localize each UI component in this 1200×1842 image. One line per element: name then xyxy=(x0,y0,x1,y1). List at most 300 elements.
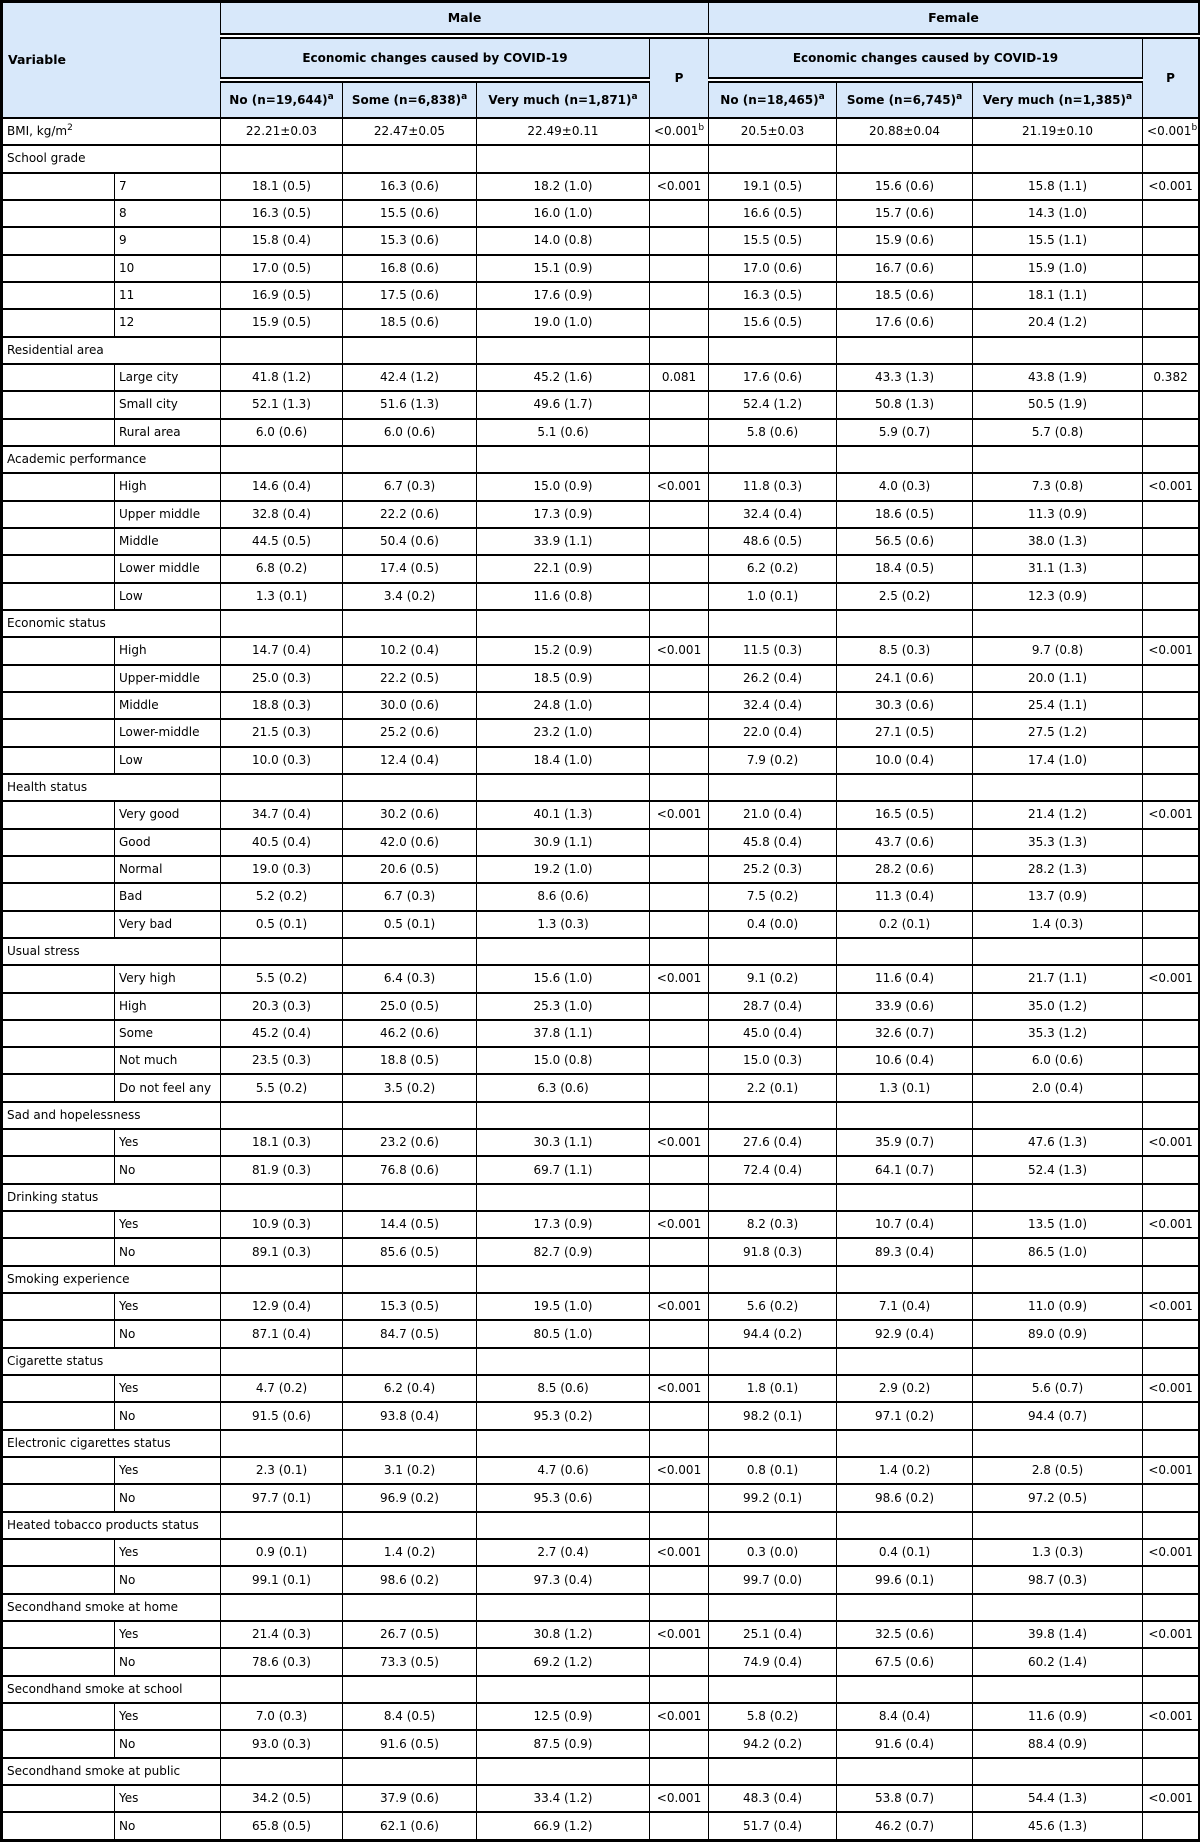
female-some-value xyxy=(837,1266,973,1293)
female-verymuch-value: 15.8 (1.1) xyxy=(973,173,1143,200)
female-p-value: <0.001 xyxy=(1143,1621,1200,1648)
female-some-value xyxy=(837,1594,973,1621)
male-some-value: 51.6 (1.3) xyxy=(343,391,477,418)
indent-cell xyxy=(2,501,115,528)
indent-cell xyxy=(2,364,115,391)
female-p-value xyxy=(1143,883,1200,910)
male-some-value xyxy=(343,1594,477,1621)
female-some-value: 2.5 (0.2) xyxy=(837,583,973,610)
female-p-value xyxy=(1143,528,1200,555)
female-verymuch-value: 43.8 (1.9) xyxy=(973,364,1143,391)
male-verymuch-value: 6.3 (0.6) xyxy=(477,1074,650,1101)
table-row xyxy=(2,1211,1200,1238)
male-no-value xyxy=(221,938,343,965)
female-some-value xyxy=(837,1102,973,1129)
table-row xyxy=(2,965,1200,992)
male-p-value xyxy=(650,309,709,336)
male-no-value xyxy=(221,337,343,364)
row-label: Good xyxy=(115,829,221,856)
female-no-value: 11.8 (0.3) xyxy=(709,473,837,500)
row-label: Very high xyxy=(115,965,221,992)
row-label: Low xyxy=(115,747,221,774)
female-no-value: 1.8 (0.1) xyxy=(709,1375,837,1402)
male-p-value xyxy=(650,1594,709,1621)
section-row xyxy=(2,938,1200,965)
indent-cell xyxy=(2,719,115,746)
male-p-value xyxy=(650,692,709,719)
section-label: Residential area xyxy=(2,337,221,364)
male-p-value xyxy=(650,1184,709,1211)
male-some-value xyxy=(343,1266,477,1293)
female-verymuch-value: 12.3 (0.9) xyxy=(973,583,1143,610)
male-no-value: 78.6 (0.3) xyxy=(221,1648,343,1675)
row-label: Small city xyxy=(115,391,221,418)
section-label: Drinking status xyxy=(2,1184,221,1211)
female-p-value xyxy=(1143,1512,1200,1539)
indent-cell xyxy=(2,255,115,282)
male-some-value: 42.4 (1.2) xyxy=(343,364,477,391)
male-no-value: 21.4 (0.3) xyxy=(221,1621,343,1648)
female-no-value: 26.2 (0.4) xyxy=(709,665,837,692)
female-no-value: 72.4 (0.4) xyxy=(709,1156,837,1183)
female-no-value: 45.0 (0.4) xyxy=(709,1020,837,1047)
male-no-value xyxy=(221,1348,343,1375)
row-label: Very good xyxy=(115,801,221,828)
female-no-value: 98.2 (0.1) xyxy=(709,1402,837,1429)
male-verymuch-value: 17.6 (0.9) xyxy=(477,282,650,309)
female-some-value: 17.6 (0.6) xyxy=(837,309,973,336)
female-p-value xyxy=(1143,1102,1200,1129)
female-some-value: 15.9 (0.6) xyxy=(837,227,973,254)
female-some-value: 1.3 (0.1) xyxy=(837,1074,973,1101)
female-p-value xyxy=(1143,309,1200,336)
female-verymuch-value xyxy=(973,1676,1143,1703)
female-verymuch-value: 6.0 (0.6) xyxy=(973,1047,1143,1074)
section-row xyxy=(2,1594,1200,1621)
female-no-value: 94.4 (0.2) xyxy=(709,1320,837,1347)
row-label: No xyxy=(115,1484,221,1511)
female-no-value: 7.9 (0.2) xyxy=(709,747,837,774)
male-no-value: 10.9 (0.3) xyxy=(221,1211,343,1238)
footnote-marker: b xyxy=(698,123,705,134)
table-row xyxy=(2,1812,1200,1840)
female-verymuch-value xyxy=(973,1594,1143,1621)
female-p-value xyxy=(1143,1676,1200,1703)
table-row xyxy=(2,255,1200,282)
female-some-value: 27.1 (0.5) xyxy=(837,719,973,746)
female-no-value: 17.0 (0.6) xyxy=(709,255,837,282)
male-p-value: <0.001 xyxy=(650,173,709,200)
male-p-value xyxy=(650,145,709,172)
table-row xyxy=(2,1648,1200,1675)
male-verymuch-value xyxy=(477,446,650,473)
female-verymuch-value: 14.3 (1.0) xyxy=(973,200,1143,227)
male-no-value: 99.1 (0.1) xyxy=(221,1566,343,1593)
section-label: Smoking experience xyxy=(2,1266,221,1293)
male-no-value: 65.8 (0.5) xyxy=(221,1812,343,1840)
indent-cell xyxy=(2,1129,115,1156)
section-row xyxy=(2,1430,1200,1457)
female-verymuch-value xyxy=(973,145,1143,172)
female-verymuch-value xyxy=(973,1348,1143,1375)
indent-cell xyxy=(2,692,115,719)
male-verymuch-value xyxy=(477,337,650,364)
table-row xyxy=(2,1129,1200,1156)
male-no-value: 10.0 (0.3) xyxy=(221,747,343,774)
table-row xyxy=(2,391,1200,418)
female-verymuch-value: 9.7 (0.8) xyxy=(973,637,1143,664)
male-some-value: 37.9 (0.6) xyxy=(343,1785,477,1812)
male-verymuch-value: 15.0 (0.9) xyxy=(477,473,650,500)
female-p-value xyxy=(1143,719,1200,746)
male-verymuch-value: 8.5 (0.6) xyxy=(477,1375,650,1402)
female-p-value xyxy=(1143,1020,1200,1047)
table-row xyxy=(2,473,1200,500)
male-verymuch-value: 11.6 (0.8) xyxy=(477,583,650,610)
female-p-value xyxy=(1143,391,1200,418)
section-label: Economic status xyxy=(2,610,221,637)
female-verymuch-value: 47.6 (1.3) xyxy=(973,1129,1143,1156)
male-verymuch-value: 66.9 (1.2) xyxy=(477,1812,650,1840)
section-row xyxy=(2,337,1200,364)
female-p-value xyxy=(1143,856,1200,883)
female-some-column-header: Some (n=6,745)$^a$ xyxy=(837,80,973,118)
table-row xyxy=(2,1730,1200,1757)
female-verymuch-value: 13.7 (0.9) xyxy=(973,883,1143,910)
male-verymuch-value: 23.2 (1.0) xyxy=(477,719,650,746)
male-some-value: 3.4 (0.2) xyxy=(343,583,477,610)
male-some-value: 15.3 (0.6) xyxy=(343,227,477,254)
female-verymuch-value xyxy=(973,1430,1143,1457)
row-label: No xyxy=(115,1566,221,1593)
male-some-value: 15.5 (0.6) xyxy=(343,200,477,227)
female-verymuch-value xyxy=(973,610,1143,637)
female-verymuch-value: 1.4 (0.3) xyxy=(973,911,1143,938)
male-verymuch-value xyxy=(477,1102,650,1129)
male-no-value: 89.1 (0.3) xyxy=(221,1238,343,1265)
female-some-value: 16.5 (0.5) xyxy=(837,801,973,828)
male-p-value xyxy=(650,665,709,692)
footnote-marker: a xyxy=(1126,91,1133,102)
male-p-value: <0.001 xyxy=(650,1703,709,1730)
male-no-value: 18.8 (0.3) xyxy=(221,692,343,719)
female-some-value xyxy=(837,774,973,801)
female-verymuch-value xyxy=(973,337,1143,364)
male-verymuch-value: 16.0 (1.0) xyxy=(477,200,650,227)
female-verymuch-value: 5.6 (0.7) xyxy=(973,1375,1143,1402)
indent-cell xyxy=(2,1402,115,1429)
female-p-value: <0.001 xyxy=(1143,1375,1200,1402)
male-p-value xyxy=(650,1430,709,1457)
male-no-value: 41.8 (1.2) xyxy=(221,364,343,391)
footnote-marker: a xyxy=(818,91,825,102)
indent-cell xyxy=(2,1457,115,1484)
male-verymuch-value: 22.49±0.11 xyxy=(477,118,650,145)
female-p-value xyxy=(1143,446,1200,473)
row-label: Rural area xyxy=(115,419,221,446)
female-p-value xyxy=(1143,1266,1200,1293)
indent-cell xyxy=(2,528,115,555)
male-p-value xyxy=(650,255,709,282)
male-some-value: 42.0 (0.6) xyxy=(343,829,477,856)
male-no-value: 81.9 (0.3) xyxy=(221,1156,343,1183)
male-some-value: 6.2 (0.4) xyxy=(343,1375,477,1402)
female-p-value xyxy=(1143,1047,1200,1074)
female-verymuch-value: 45.6 (1.3) xyxy=(973,1812,1143,1840)
male-p-value xyxy=(650,555,709,582)
female-no-value xyxy=(709,337,837,364)
female-no-value: 2.2 (0.1) xyxy=(709,1074,837,1101)
section-row xyxy=(2,1102,1200,1129)
male-verymuch-value: 4.7 (0.6) xyxy=(477,1457,650,1484)
male-p-value xyxy=(650,1812,709,1840)
female-some-value xyxy=(837,1348,973,1375)
male-some-value: 50.4 (0.6) xyxy=(343,528,477,555)
table-row xyxy=(2,1074,1200,1101)
table-row xyxy=(2,801,1200,828)
indent-cell xyxy=(2,747,115,774)
female-verymuch-value: 60.2 (1.4) xyxy=(973,1648,1143,1675)
male-p-value: <0.001 xyxy=(650,1539,709,1566)
female-verymuch-value: 2.8 (0.5) xyxy=(973,1457,1143,1484)
female-no-value: 5.6 (0.2) xyxy=(709,1293,837,1320)
indent-cell xyxy=(2,1047,115,1074)
male-no-value: 20.3 (0.3) xyxy=(221,993,343,1020)
row-label: Yes xyxy=(115,1703,221,1730)
male-no-column-header: No (n=19,644)$^a$ xyxy=(221,80,343,118)
male-no-value: 1.3 (0.1) xyxy=(221,583,343,610)
female-no-value: 32.4 (0.4) xyxy=(709,501,837,528)
male-p-column-header: P xyxy=(650,36,709,118)
male-p-value: <0.001 xyxy=(650,1129,709,1156)
row-label: Middle xyxy=(115,692,221,719)
indent-cell xyxy=(2,829,115,856)
female-p-value: <0.001 xyxy=(1143,173,1200,200)
female-p-value xyxy=(1143,829,1200,856)
female-no-value: 0.4 (0.0) xyxy=(709,911,837,938)
female-some-value: 8.5 (0.3) xyxy=(837,637,973,664)
male-verymuch-column-header: Very much (n=1,871)$^a$ xyxy=(477,80,650,118)
section-label: Academic performance xyxy=(2,446,221,473)
female-no-value: 51.7 (0.4) xyxy=(709,1812,837,1840)
male-no-value: 18.1 (0.5) xyxy=(221,173,343,200)
female-verymuch-value xyxy=(973,1758,1143,1785)
male-some-value: 76.8 (0.6) xyxy=(343,1156,477,1183)
row-label: 8 xyxy=(115,200,221,227)
variable-column-header: Variable xyxy=(2,2,221,119)
male-no-value xyxy=(221,145,343,172)
male-verymuch-value: 17.3 (0.9) xyxy=(477,501,650,528)
female-p-value: <0.001 xyxy=(1143,1703,1200,1730)
female-p-value xyxy=(1143,1156,1200,1183)
footnote-marker: b xyxy=(1191,123,1198,134)
female-no-value: 91.8 (0.3) xyxy=(709,1238,837,1265)
male-some-value: 96.9 (0.2) xyxy=(343,1484,477,1511)
table-row xyxy=(2,364,1200,391)
male-no-value: 52.1 (1.3) xyxy=(221,391,343,418)
row-label: Yes xyxy=(115,1457,221,1484)
table-row xyxy=(2,1785,1200,1812)
indent-cell xyxy=(2,1320,115,1347)
male-verymuch-value xyxy=(477,145,650,172)
indent-cell xyxy=(2,583,115,610)
male-p-value xyxy=(650,583,709,610)
male-some-value: 22.2 (0.5) xyxy=(343,665,477,692)
female-p-value xyxy=(1143,665,1200,692)
female-p-value xyxy=(1143,200,1200,227)
male-some-value xyxy=(343,1430,477,1457)
indent-cell xyxy=(2,1211,115,1238)
table-row xyxy=(2,1484,1200,1511)
male-no-value xyxy=(221,446,343,473)
row-label: Large city xyxy=(115,364,221,391)
indent-cell xyxy=(2,1566,115,1593)
male-some-value xyxy=(343,774,477,801)
table-row xyxy=(2,665,1200,692)
male-verymuch-value: 30.9 (1.1) xyxy=(477,829,650,856)
female-some-value xyxy=(837,1758,973,1785)
male-p-value xyxy=(650,282,709,309)
female-some-value: 7.1 (0.4) xyxy=(837,1293,973,1320)
male-p-value xyxy=(650,1102,709,1129)
table-row xyxy=(2,583,1200,610)
row-label: Yes xyxy=(115,1375,221,1402)
female-p-value: 0.382 xyxy=(1143,364,1200,391)
male-p-value xyxy=(650,200,709,227)
female-no-value: 9.1 (0.2) xyxy=(709,965,837,992)
table-row xyxy=(2,719,1200,746)
female-verymuch-value: 38.0 (1.3) xyxy=(973,528,1143,555)
male-p-value: 0.081 xyxy=(650,364,709,391)
table-row xyxy=(2,993,1200,1020)
male-p-value xyxy=(650,1402,709,1429)
female-p-value xyxy=(1143,1402,1200,1429)
male-p-value xyxy=(650,1512,709,1539)
male-verymuch-value: 69.2 (1.2) xyxy=(477,1648,650,1675)
female-no-value: 99.7 (0.0) xyxy=(709,1566,837,1593)
female-no-value: 22.0 (0.4) xyxy=(709,719,837,746)
indent-cell xyxy=(2,1484,115,1511)
row-label: 11 xyxy=(115,282,221,309)
female-verymuch-value: 2.0 (0.4) xyxy=(973,1074,1143,1101)
female-verymuch-value: 94.4 (0.7) xyxy=(973,1402,1143,1429)
male-no-value xyxy=(221,1594,343,1621)
female-verymuch-value: 35.3 (1.3) xyxy=(973,829,1143,856)
male-some-value xyxy=(343,1184,477,1211)
female-subgroup-header: Economic changes caused by COVID-19 xyxy=(709,36,1143,80)
female-p-value xyxy=(1143,1184,1200,1211)
row-label: No xyxy=(115,1238,221,1265)
male-some-value: 30.0 (0.6) xyxy=(343,692,477,719)
male-verymuch-value xyxy=(477,1512,650,1539)
male-no-value: 40.5 (0.4) xyxy=(221,829,343,856)
table-row xyxy=(2,1402,1200,1429)
female-p-value: <0.001 xyxy=(1143,801,1200,828)
male-some-value: 1.4 (0.2) xyxy=(343,1539,477,1566)
female-p-value xyxy=(1143,692,1200,719)
indent-cell xyxy=(2,173,115,200)
male-verymuch-value: 33.9 (1.1) xyxy=(477,528,650,555)
female-verymuch-value: 18.1 (1.1) xyxy=(973,282,1143,309)
indent-cell xyxy=(2,637,115,664)
male-some-column-header: Some (n=6,838)$^a$ xyxy=(343,80,477,118)
row-label: Upper-middle xyxy=(115,665,221,692)
male-p-value xyxy=(650,1074,709,1101)
female-no-value: 5.8 (0.2) xyxy=(709,1703,837,1730)
male-verymuch-value xyxy=(477,610,650,637)
table-row xyxy=(2,118,1200,145)
male-no-value: 16.9 (0.5) xyxy=(221,282,343,309)
male-no-value xyxy=(221,774,343,801)
female-no-column-header: No (n=18,465)$^a$ xyxy=(709,80,837,118)
indent-cell xyxy=(2,801,115,828)
female-some-value: 91.6 (0.4) xyxy=(837,1730,973,1757)
female-no-value: 8.2 (0.3) xyxy=(709,1211,837,1238)
footnote-marker: a xyxy=(956,91,963,102)
female-p-value: <0.001 xyxy=(1143,1785,1200,1812)
table-row xyxy=(2,309,1200,336)
row-label: Very bad xyxy=(115,911,221,938)
male-some-value: 18.8 (0.5) xyxy=(343,1047,477,1074)
male-p-value xyxy=(650,1484,709,1511)
male-no-value: 6.8 (0.2) xyxy=(221,555,343,582)
section-label: School grade xyxy=(2,145,221,172)
male-no-value: 19.0 (0.3) xyxy=(221,856,343,883)
female-no-value: 25.2 (0.3) xyxy=(709,856,837,883)
row-label: Yes xyxy=(115,1621,221,1648)
row-label: Yes xyxy=(115,1293,221,1320)
male-p-value xyxy=(650,391,709,418)
male-some-value: 46.2 (0.6) xyxy=(343,1020,477,1047)
male-p-value xyxy=(650,1758,709,1785)
female-verymuch-value: 11.6 (0.9) xyxy=(973,1703,1143,1730)
female-some-value: 20.88±0.04 xyxy=(837,118,973,145)
female-verymuch-value: 5.7 (0.8) xyxy=(973,419,1143,446)
male-verymuch-value: 14.0 (0.8) xyxy=(477,227,650,254)
row-label: Lower-middle xyxy=(115,719,221,746)
indent-cell xyxy=(2,1293,115,1320)
male-p-value xyxy=(650,337,709,364)
female-p-value: <0.001 xyxy=(1143,637,1200,664)
footnote-marker: a xyxy=(327,91,334,102)
male-verymuch-value: 2.7 (0.4) xyxy=(477,1539,650,1566)
female-no-value xyxy=(709,1348,837,1375)
male-some-value: 25.0 (0.5) xyxy=(343,993,477,1020)
female-p-value: <0.001 xyxy=(1143,473,1200,500)
male-verymuch-value: 5.1 (0.6) xyxy=(477,419,650,446)
female-verymuch-value: 52.4 (1.3) xyxy=(973,1156,1143,1183)
female-p-value xyxy=(1143,1758,1200,1785)
female-no-value: 45.8 (0.4) xyxy=(709,829,837,856)
male-p-value xyxy=(650,419,709,446)
female-p-value: <0.001 xyxy=(1143,965,1200,992)
female-no-value: 52.4 (1.2) xyxy=(709,391,837,418)
male-some-value: 6.4 (0.3) xyxy=(343,965,477,992)
male-some-value: 22.2 (0.6) xyxy=(343,501,477,528)
footnote-marker: a xyxy=(631,91,638,102)
male-verymuch-value xyxy=(477,1430,650,1457)
table-row xyxy=(2,419,1200,446)
male-no-value: 44.5 (0.5) xyxy=(221,528,343,555)
row-label: No xyxy=(115,1320,221,1347)
male-verymuch-value: 45.2 (1.6) xyxy=(477,364,650,391)
male-verymuch-value: 12.5 (0.9) xyxy=(477,1703,650,1730)
section-label: Secondhand smoke at home xyxy=(2,1594,221,1621)
indent-cell xyxy=(2,965,115,992)
male-p-value: <0.001 xyxy=(650,1621,709,1648)
male-p-value xyxy=(650,1156,709,1183)
female-no-value: 11.5 (0.3) xyxy=(709,637,837,664)
